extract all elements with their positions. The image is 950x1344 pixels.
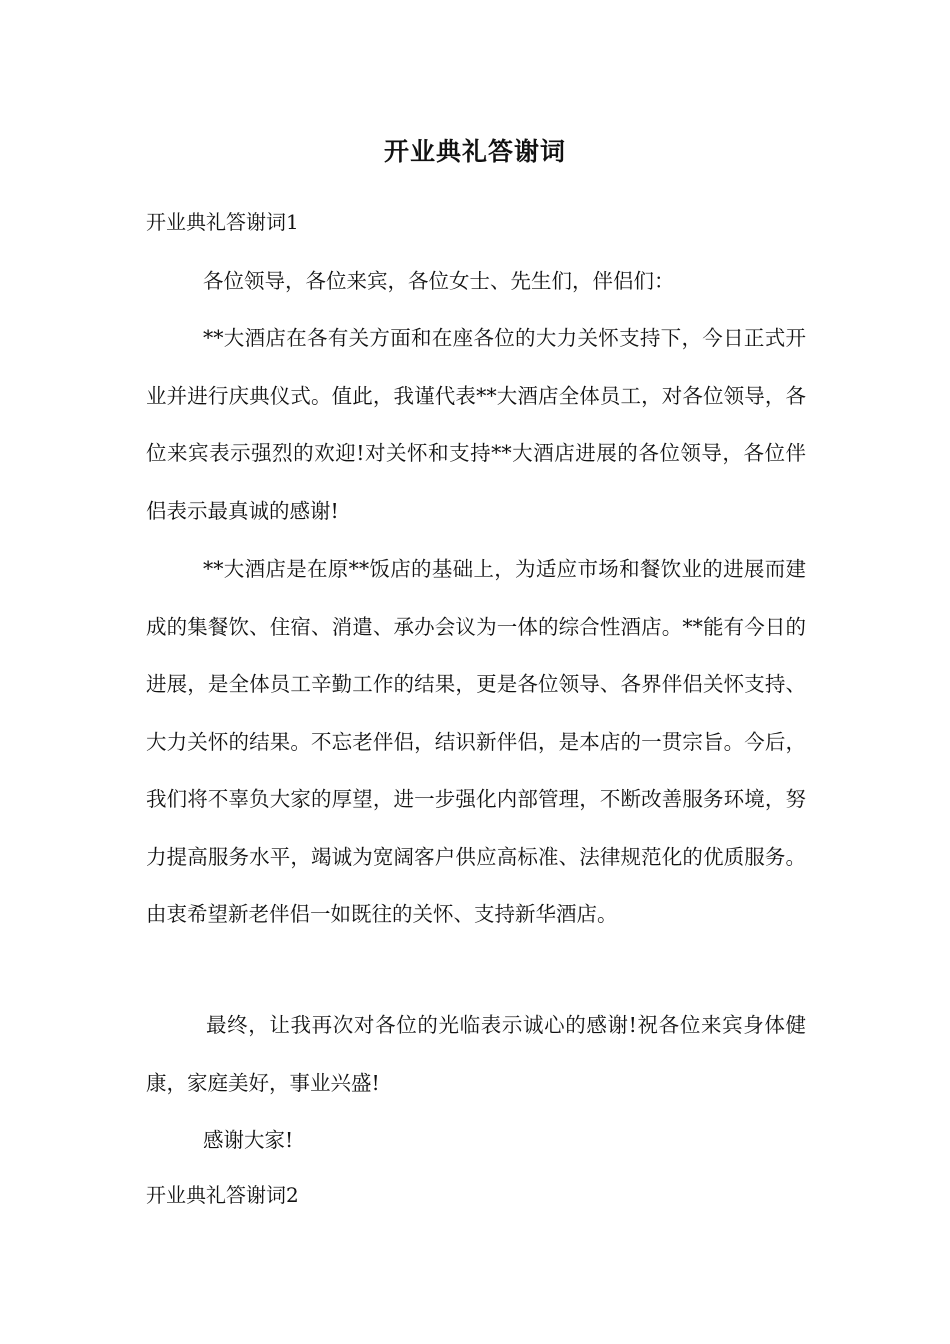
body-paragraph-2: **大酒店是在原**饭店的基础上，为适应市场和餐饮业的进展而建成的集餐饮、住宿、消遣、承办会议为一体的综合性酒店。**能有今日的进展，是全体员工辛勤工作的结果，更是各位领导、各界伴侣关怀支持、大力关怀的结果。不忘老伴侣，结识新伴侣，是本店的一贯宗旨。今后，我们将不辜负大家的厚望，进一步强化内部管理，不断改善服务环境，努力提高服务水平，竭诚为宽阔客户供应高标准、法律规范化的优质服务。由衷希望新老伴侣一如既往的关怀、支持新华酒店。 [146, 557, 806, 926]
salutation-paragraph: 各位领导，各位来宾，各位女士、先生们，伴侣们： [203, 269, 675, 293]
section-heading-2: 开业典礼答谢词2 [146, 1183, 299, 1207]
body-paragraph-1: **大酒店在各有关方面和在座各位的大力关怀支持下，今日正式开业并进行庆典仪式。值此，我谨代表**大酒店全体员工，对各位领导，各位来宾表示强烈的欢迎!对关怀和支持**大酒店进展的各位领导，各位伴侣表示最真诚的感谢! [146, 326, 806, 523]
body-paragraph-3: 最终，让我再次对各位的光临表示诚心的感谢!祝各位来宾身体健康，家庭美好，事业兴盛! [146, 1013, 806, 1095]
section-heading-1: 开业典礼答谢词1 [146, 210, 299, 234]
closing-thanks: 感谢大家! [203, 1128, 294, 1152]
document-title: 开业典礼答谢词 [383, 137, 566, 166]
